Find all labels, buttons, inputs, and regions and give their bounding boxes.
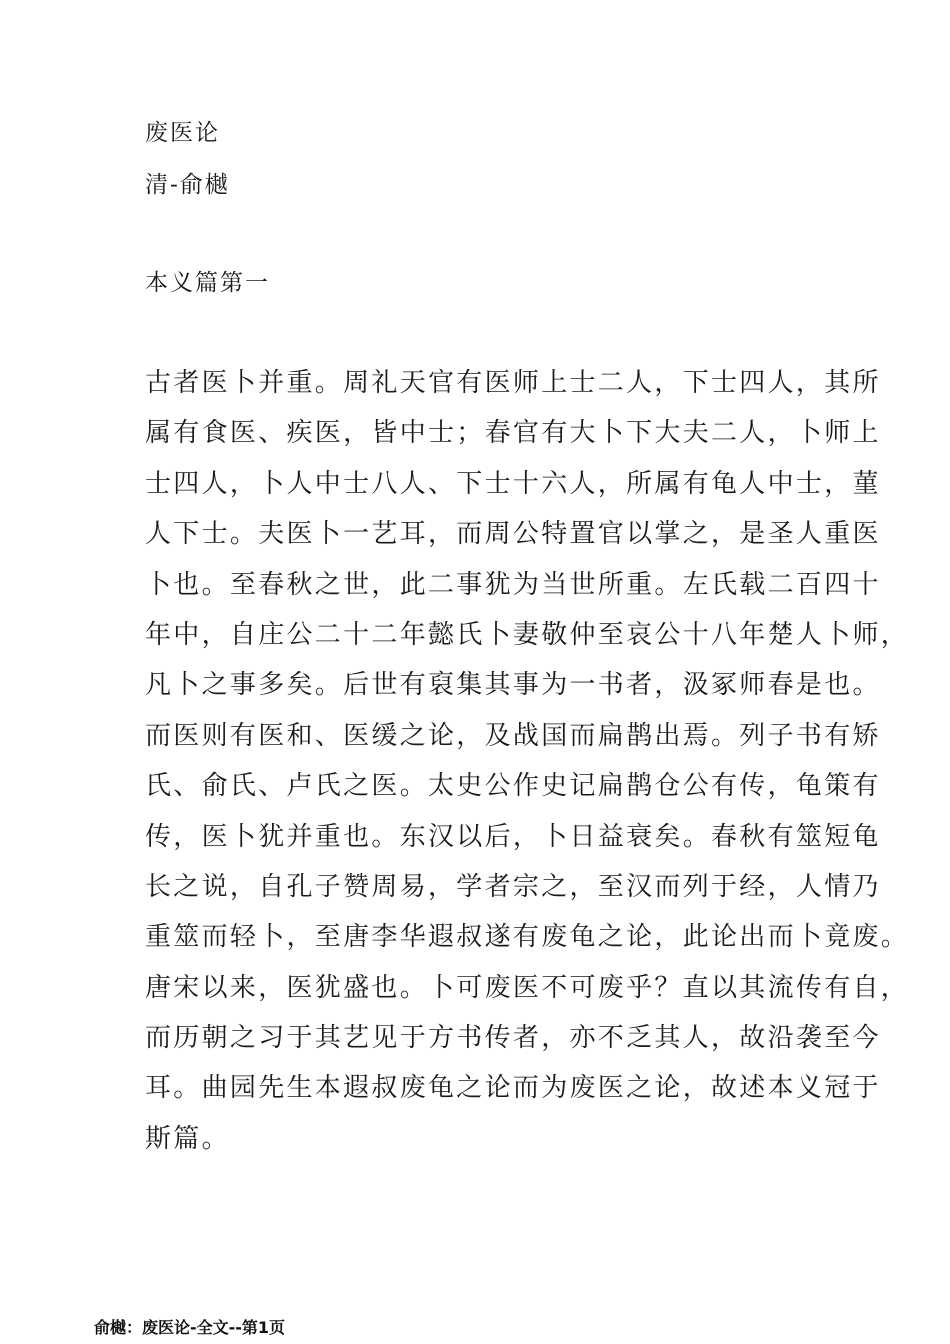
page-footer: 俞樾：废医论-全文--第1页 [94,1318,286,1337]
body-line: 属有食医、疾医，皆中士；春官有大卜下大夫二人，卜师上 [145,418,881,449]
body-line: 唐宋以来，医犹盛也。卜可废医不可废乎？直以其流传有自， [145,972,910,1003]
body-line: 人下士。夫医卜一艺耳，而周公特置官以掌之，是圣人重医 [145,519,881,550]
body-line: 重筮而轻卜，至唐李华遐叔遂有废龟之论，此论出而卜竟废。 [145,922,910,953]
document-title: 废医论 [145,120,220,146]
body-paragraph [145,365,910,1171]
body-line: 传，医卜犹并重也。东汉以后，卜日益衰矣。春秋有筮短龟 [145,821,881,852]
body-line: 凡卜之事多矣。后世有裒集其事为一书者，汲冢师春是也。 [145,670,881,701]
body-line: 古者医卜并重。周礼天官有医师上士二人，下士四人，其所 [145,368,881,398]
body-line: 卜也。至春秋之世，此二事犹为当世所重。左氏载二百四十 [145,569,881,600]
section-heading: 本义篇第一 [145,270,270,296]
body-line: 长之说，自孔子赞周易，学者宗之，至汉而列于经，人情乃 [145,871,881,902]
body-line: 而医则有医和、医缓之论，及战国而扁鹊出焉。列子书有矫 [145,720,881,751]
body-line: 士四人，卜人中士八人、下士十六人，所属有龟人中士，菫 [145,468,881,499]
document-author: 清-俞樾 [145,172,230,198]
body-line: 斯篇。 [145,1123,230,1154]
body-line: 氏、俞氏、卢氏之医。太史公作史记扁鹊仓公有传，龟策有 [145,771,881,802]
body-line: 而历朝之习于其艺见于方书传者，亦不乏其人，故沿袭至今 [145,1023,881,1054]
body-line: 耳。曲园先生本遐叔废龟之论而为废医之论，故述本义冠于 [145,1073,881,1104]
body-line: 年中，自庄公二十二年懿氏卜妻敬仲至哀公十八年楚人卜师， [145,619,910,650]
